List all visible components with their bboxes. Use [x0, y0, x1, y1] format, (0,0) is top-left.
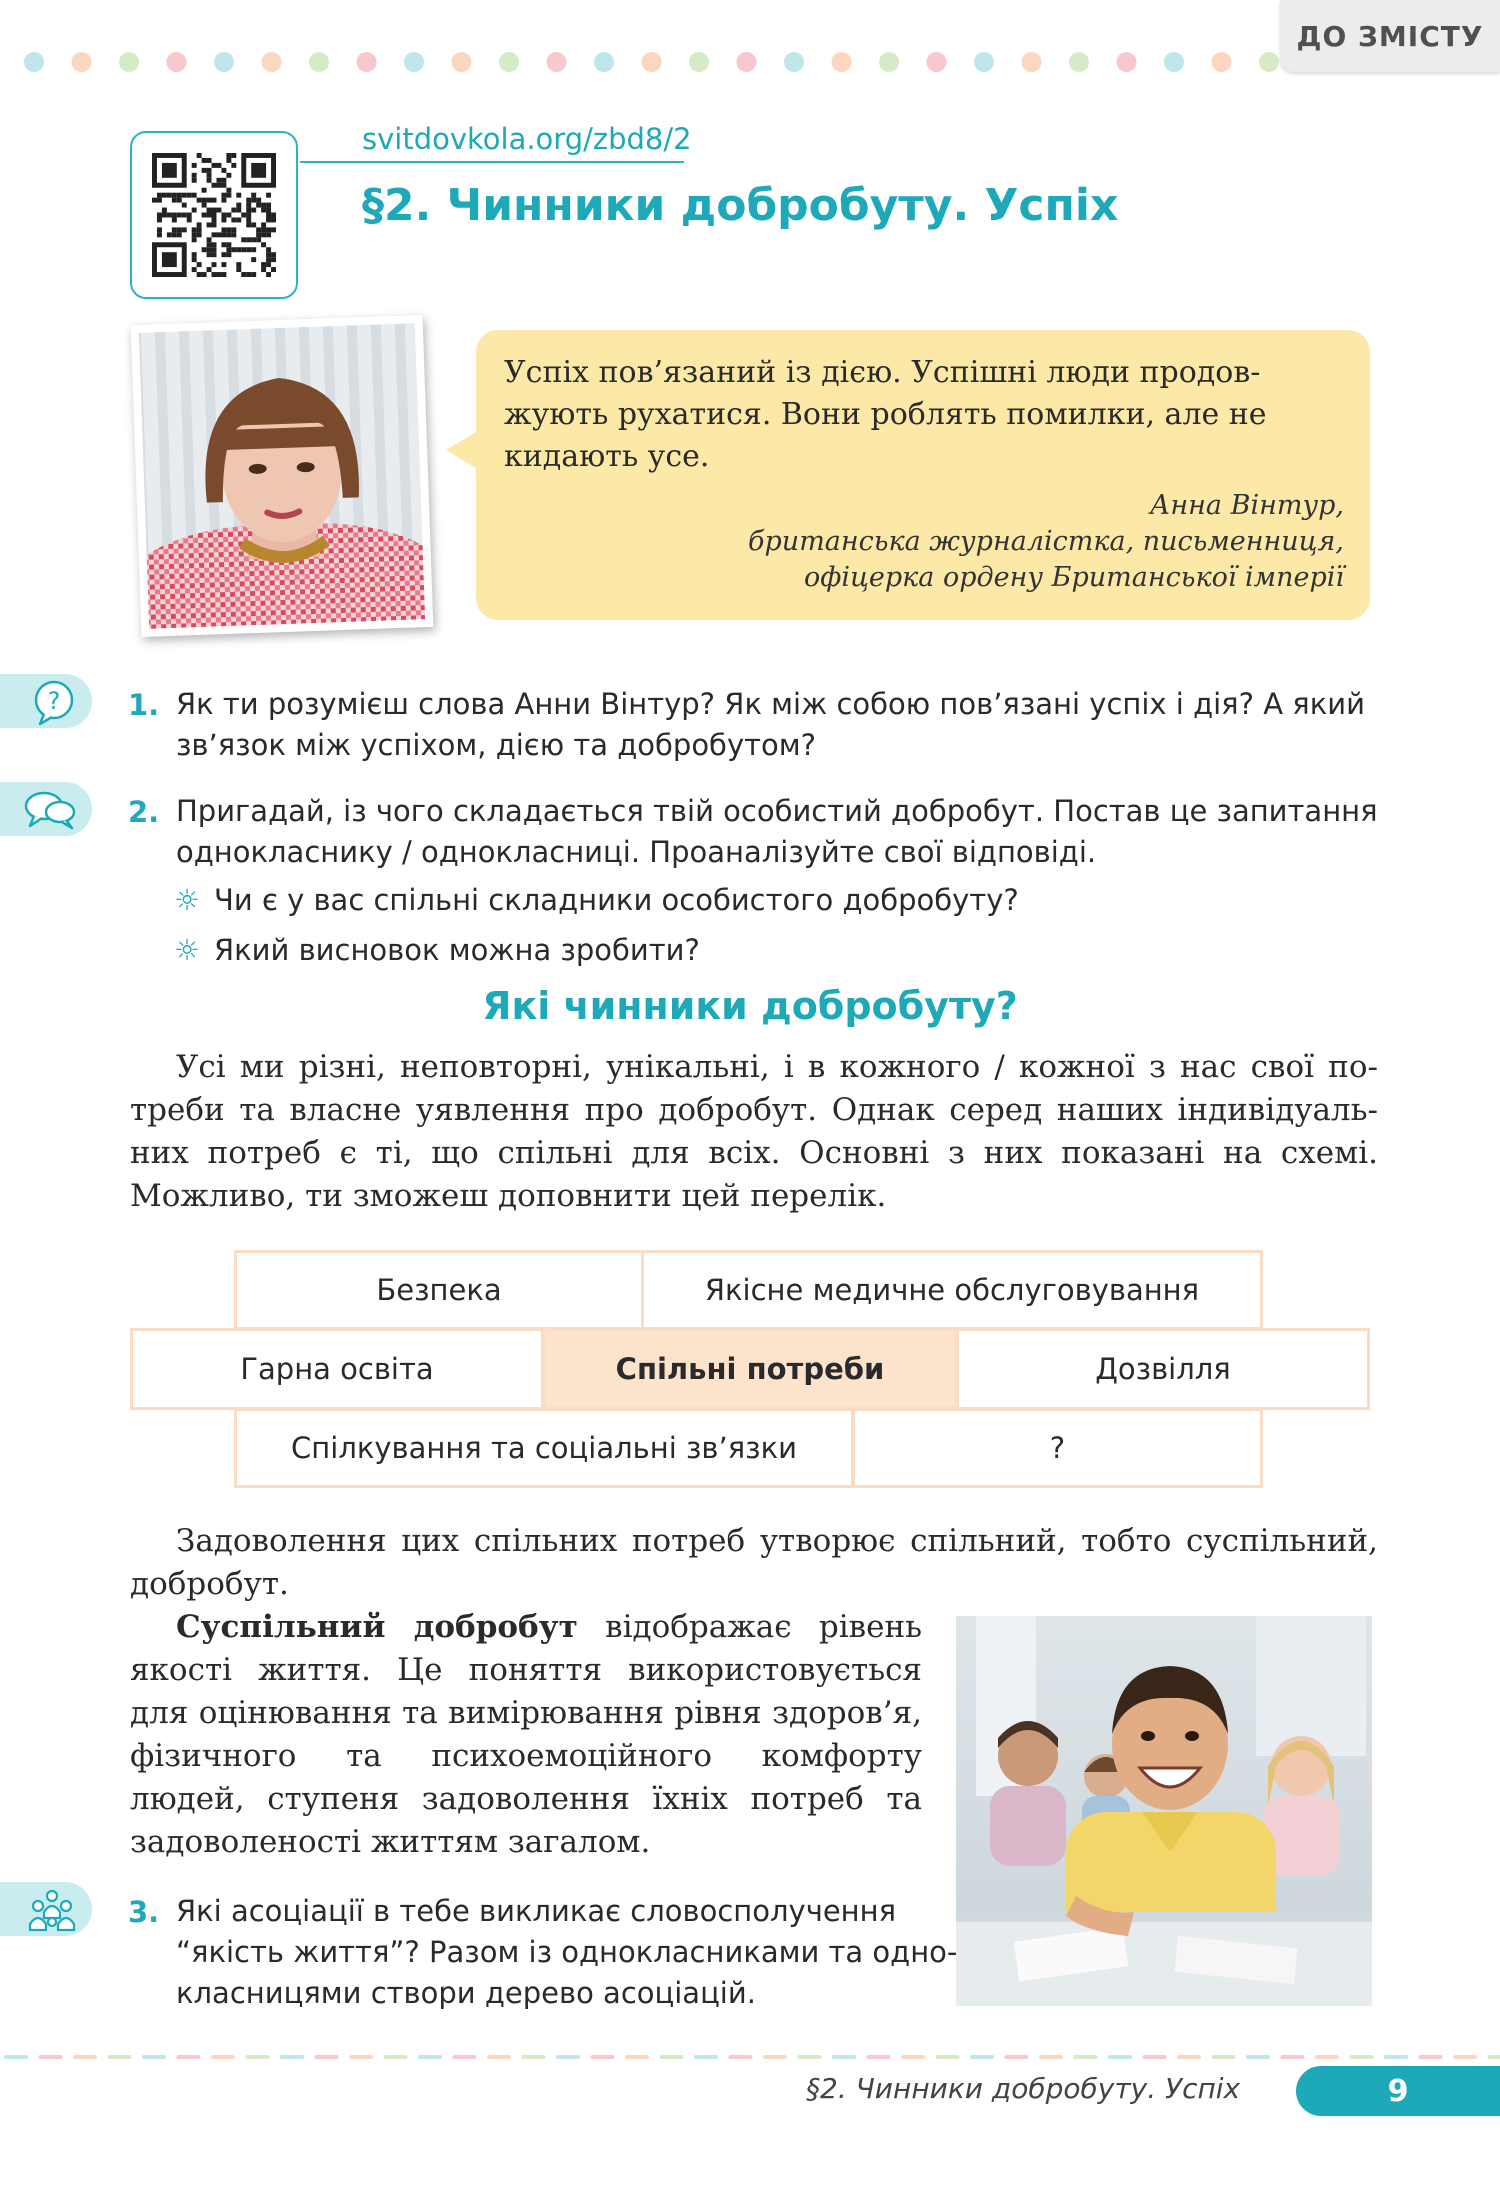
decor-dash [1281, 2055, 1305, 2059]
decor-dot [499, 52, 519, 72]
question-line: Які асоціації в тебе викликає словосполучення [176, 1894, 897, 1928]
question-tab [0, 674, 92, 728]
decor-dash [108, 2055, 132, 2059]
decor-dash [384, 2055, 408, 2059]
term-definition: відображає рівень якості життя. Це поняття використовується для оцінювання та вимірювання рівня здоров’я, фізичного та психоемоційного комфорту людей, ступеня задоволення їхніх потреб та задоволеності життям загалом. [130, 1609, 922, 1860]
decor-dot [404, 52, 424, 72]
decor-dash [591, 2055, 615, 2059]
decor-dot [1164, 52, 1184, 72]
decor-dash [901, 2055, 925, 2059]
question-line: однокласнику / однокласниці. Проаналізуйте свої відповіді. [176, 835, 1097, 869]
decor-dot [309, 52, 329, 72]
running-title: §2. Чинники добробуту. Успіх [806, 2072, 1241, 2105]
portrait-photo [131, 315, 434, 637]
decor-dash [1143, 2055, 1167, 2059]
decor-dot [927, 52, 947, 72]
decor-dash [280, 2055, 304, 2059]
decor-dash [867, 2055, 891, 2059]
decor-dash [1074, 2055, 1098, 2059]
decor-dash [522, 2055, 546, 2059]
decor-dot [72, 52, 92, 72]
decor-dash [970, 2055, 994, 2059]
need-cell-communication: Спілкування та соціальні зв’язки [234, 1408, 854, 1488]
bullet-text: Який висновок можна зробити? [214, 933, 700, 967]
decor-dot [167, 52, 187, 72]
decor-dash [39, 2055, 63, 2059]
resource-link[interactable]: svitdovkola.org/zbd8/2 [362, 122, 692, 156]
decor-dot [1022, 52, 1042, 72]
question-text [176, 684, 1365, 766]
decor-dot [974, 52, 994, 72]
discussion-tab [0, 782, 92, 836]
question-line: Пригадай, із чого складається твій особистий добробут. Постав це запитання [176, 794, 1378, 828]
bottom-dashes-decoration [0, 2054, 1500, 2060]
term-bold: Суспільний добробут [176, 1609, 578, 1645]
section-heading: Які чинники добробуту? [482, 984, 1018, 1028]
question-number: 3. [128, 1895, 160, 1929]
decor-dot [689, 52, 709, 72]
decor-dash [177, 2055, 201, 2059]
question-number: 1. [128, 688, 160, 722]
decor-dot [1259, 52, 1279, 72]
decor-dash [694, 2055, 718, 2059]
decor-dash [73, 2055, 97, 2059]
decor-dash [1212, 2055, 1236, 2059]
toc-label: ДО ЗМІСТУ [1296, 19, 1484, 53]
quote-author-name: Анна Вінтур, [1149, 490, 1344, 521]
decor-dot [737, 52, 757, 72]
need-cell-education: Гарна освіта [130, 1328, 544, 1410]
decor-dash [4, 2055, 28, 2059]
decor-dash [729, 2055, 753, 2059]
portrait-image [131, 315, 434, 637]
classroom-photo [956, 1616, 1372, 2006]
quote-author-role: британська журналістка, письменниця, [748, 526, 1344, 557]
decor-dash [660, 2055, 684, 2059]
decor-dash [246, 2055, 270, 2059]
question-line: Як ти розумієш слова Анни Вінтур? Як між собою пов’язані успіх і дія? А який [176, 687, 1365, 721]
quote-author [748, 488, 1344, 596]
decor-dot [832, 52, 852, 72]
decor-dash [763, 2055, 787, 2059]
decor-dot [642, 52, 662, 72]
decor-dash [1419, 2055, 1443, 2059]
decor-dash [1177, 2055, 1201, 2059]
top-dots-decoration [22, 50, 1282, 74]
body-paragraph [130, 1606, 922, 1864]
body-paragraph: Задоволення цих спільних потреб утворює спільний, тобто суспільний, добробут. [130, 1523, 1378, 1602]
qr-code-icon [152, 153, 276, 277]
decor-dash [1453, 2055, 1477, 2059]
question-line: класницями створи дерево асоціацій. [176, 1976, 756, 2010]
sun-bullet-icon: ☼ [174, 883, 200, 917]
decor-dash [1315, 2055, 1339, 2059]
decor-dot [1069, 52, 1089, 72]
quote-box [476, 330, 1370, 620]
decor-dash [487, 2055, 511, 2059]
decor-dash [142, 2055, 166, 2059]
quote-author-role: офіцерка ордену Британської імперії [804, 562, 1344, 593]
decor-dash [1384, 2055, 1408, 2059]
decor-dot [1212, 52, 1232, 72]
decor-dash [349, 2055, 373, 2059]
question-text [176, 791, 1378, 873]
question-bubble-icon [30, 678, 78, 726]
decor-dash [1246, 2055, 1270, 2059]
speech-bubbles-icon [22, 786, 78, 834]
decor-dash [453, 2055, 477, 2059]
decor-dash [211, 2055, 235, 2059]
need-cell-leisure: Дозвілля [956, 1328, 1370, 1410]
classroom-image [956, 1616, 1372, 2006]
bullet-item [174, 930, 700, 971]
quote-text: Успіх пов’язаний із дією. Успішні люди продовжують рухатися. Вони роблять помилки, але не кидають усе. [504, 355, 1267, 474]
decor-dash [1108, 2055, 1132, 2059]
bullet-text: Чи є у вас спільні складники особистого добробуту? [214, 883, 1019, 917]
decor-dash [1005, 2055, 1029, 2059]
decor-dot [1117, 52, 1137, 72]
bullet-item [174, 880, 1019, 921]
decor-dot [24, 52, 44, 72]
decor-dash [1488, 2055, 1500, 2059]
need-cell-unknown: ? [852, 1408, 1263, 1488]
decor-dot [784, 52, 804, 72]
group-work-tab [0, 1882, 92, 1936]
decor-dash [798, 2055, 822, 2059]
link-underline [300, 161, 684, 163]
decor-dash [418, 2055, 442, 2059]
decor-dot [547, 52, 567, 72]
decor-dot [357, 52, 377, 72]
decor-dot [214, 52, 234, 72]
page-number: 9 [1387, 2073, 1409, 2109]
decor-dash [625, 2055, 649, 2059]
decor-dot [594, 52, 614, 72]
question-text [176, 1891, 957, 2014]
decor-dash [832, 2055, 856, 2059]
decor-dash [1039, 2055, 1063, 2059]
page-title: §2. Чинники добробуту. Успіх [362, 180, 1119, 231]
decor-dash [315, 2055, 339, 2059]
decor-dash [556, 2055, 580, 2059]
decor-dot [119, 52, 139, 72]
decor-dot [452, 52, 472, 72]
people-group-icon [26, 1886, 78, 1934]
decor-dot [262, 52, 282, 72]
decor-dash [936, 2055, 960, 2059]
svg-text:?: ? [47, 687, 61, 715]
decor-dot [879, 52, 899, 72]
question-line: зв’язок між успіхом, дією та добробутом? [176, 728, 817, 762]
qr-code[interactable] [130, 131, 298, 299]
body-paragraph: Усі ми різні, неповторні, унікальні, і в кожного / кожної з нас свої потреби та власне уявлення про добробут. Однак серед наших індивідуальних потреб є ті, що спільні для всіх. Основні з них показані на схемі. Можливо, ти зможеш доповнити цей перелік. [130, 1049, 1378, 1214]
question-line: “якість життя”? Разом із однокласниками та одно- [176, 1935, 958, 1969]
question-number: 2. [128, 795, 160, 829]
need-cell-medical: Якісне медичне обслуговування [641, 1250, 1263, 1330]
need-cell-center: Спільні потреби [542, 1328, 958, 1410]
need-cell-safety: Безпека [234, 1250, 644, 1330]
toc-button[interactable] [1280, 0, 1500, 72]
sun-bullet-icon: ☼ [174, 933, 200, 967]
decor-dash [1350, 2055, 1374, 2059]
page-number-tab [1296, 2066, 1500, 2116]
